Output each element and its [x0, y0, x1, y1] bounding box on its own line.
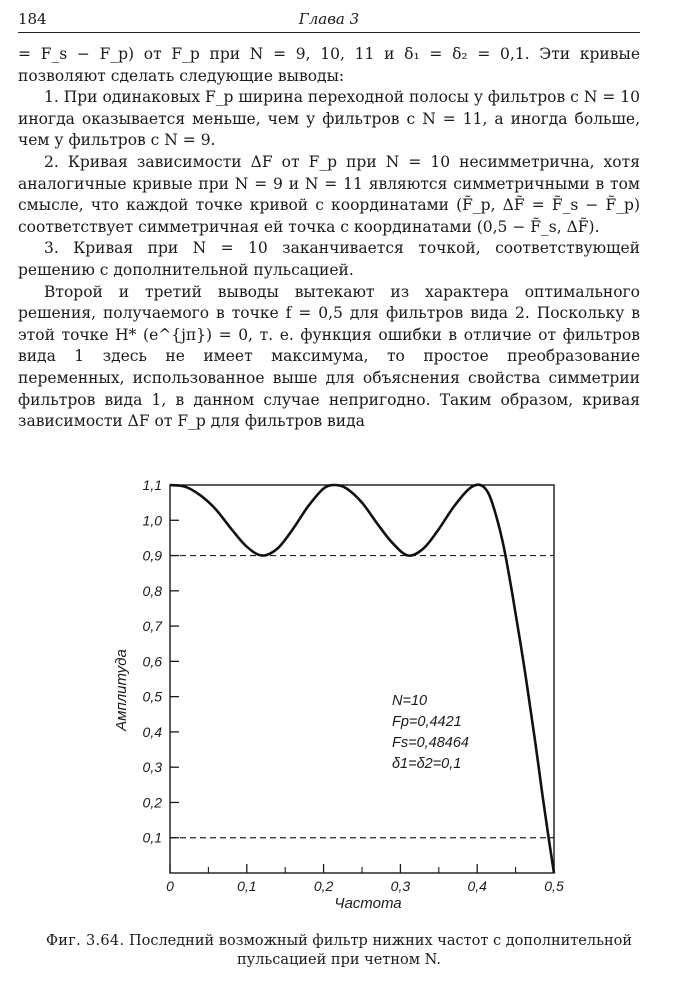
- paragraph: 1. При одинаковых F_p ширина переходной полосы у фильтров с N = 10 иногда оказывается меньше, чем у фильтров с N = 11, а иногда больше, чем у фильтров с N = 9.: [18, 88, 640, 150]
- figure-caption: [34, 932, 644, 970]
- page-number: 184: [18, 10, 47, 28]
- parameter-annotation: δ1=δ2=0,1: [392, 756, 462, 772]
- y-tick-label: 0,5: [142, 688, 162, 705]
- parameter-annotation: N=10: [392, 693, 428, 709]
- amplitude-chart: [0, 455, 700, 930]
- parameter-annotation: Fs=0,48464: [392, 735, 469, 751]
- x-axis-label: Частота: [334, 895, 402, 912]
- paragraph: Второй и третий выводы вытекают из характера оптимального решения, получаемого в точке f = 0,5 для фильтров вида 2. Поскольку в этой точке H* (e^{jπ}) = 0, т. е. функция ошибки в отличие от фильтров вида 1 здесь не имеет максимума, то простое преобразование переменных, использованное выше для объяснения свойства симметрии фильтров вида 1, в данном случае непригодно. Таким образом, кривая зависимости ΔF от F_p для фильтров вида: [18, 282, 640, 431]
- y-tick-label: 0,8: [142, 582, 162, 599]
- running-header: [18, 8, 640, 33]
- x-tick-label: 0,2: [313, 878, 334, 894]
- parameter-annotation: Fp=0,4421: [392, 714, 462, 730]
- y-tick-label: 0,1: [142, 829, 162, 846]
- caption-text: Последний возможный фильтр нижних частот с дополнительной пульсацией при четном N.: [128, 933, 633, 968]
- y-tick-label: 1,0: [142, 512, 162, 529]
- x-tick-label: 0: [166, 878, 174, 894]
- x-tick-label: 0,5: [544, 878, 564, 894]
- x-tick-label: 0,1: [237, 878, 257, 894]
- x-tick-label: 0,3: [390, 878, 411, 894]
- x-tick-label: 0,4: [467, 878, 487, 894]
- plot-frame: [170, 485, 554, 873]
- paragraph: 3. Кривая при N = 10 заканчивается точкой, соответствующей решению с дополнительной пульсацией.: [18, 239, 640, 279]
- y-tick-label: 0,6: [142, 653, 162, 670]
- paragraph: 2. Кривая зависимости ΔF от F_p при N = 10 несимметрична, хотя аналогичные кривые при N = 9 и N = 11 являются симметричными в том смысле, что каждой точке кривой с координатами (F̃_p, ΔF̃ = F̃_s − F̃_p) соответствует симметричная ей точка с координатами (0,5 − F̃_s, ΔF̃).: [18, 152, 640, 236]
- amplitude-curve: [170, 485, 554, 873]
- y-tick-label: 0,4: [142, 723, 162, 740]
- y-tick-label: 1,1: [142, 477, 162, 493]
- y-tick-label: 0,7: [142, 618, 162, 635]
- figure-number: Фиг. 3.64.: [45, 933, 125, 949]
- y-axis-label: Амплитуда: [113, 649, 130, 731]
- y-tick-label: 0,2: [142, 794, 162, 811]
- y-tick-label: 0,9: [142, 547, 162, 564]
- paragraph: = F_s − F_p) от F_p при N = 9, 10, 11 и δ₁ = δ₂ = 0,1. Эти кривые позволяют сделать следующие выводы:: [18, 45, 640, 85]
- y-tick-label: 0,3: [142, 759, 162, 776]
- chapter-title: Глава 3: [298, 10, 360, 28]
- body-text: [18, 44, 640, 433]
